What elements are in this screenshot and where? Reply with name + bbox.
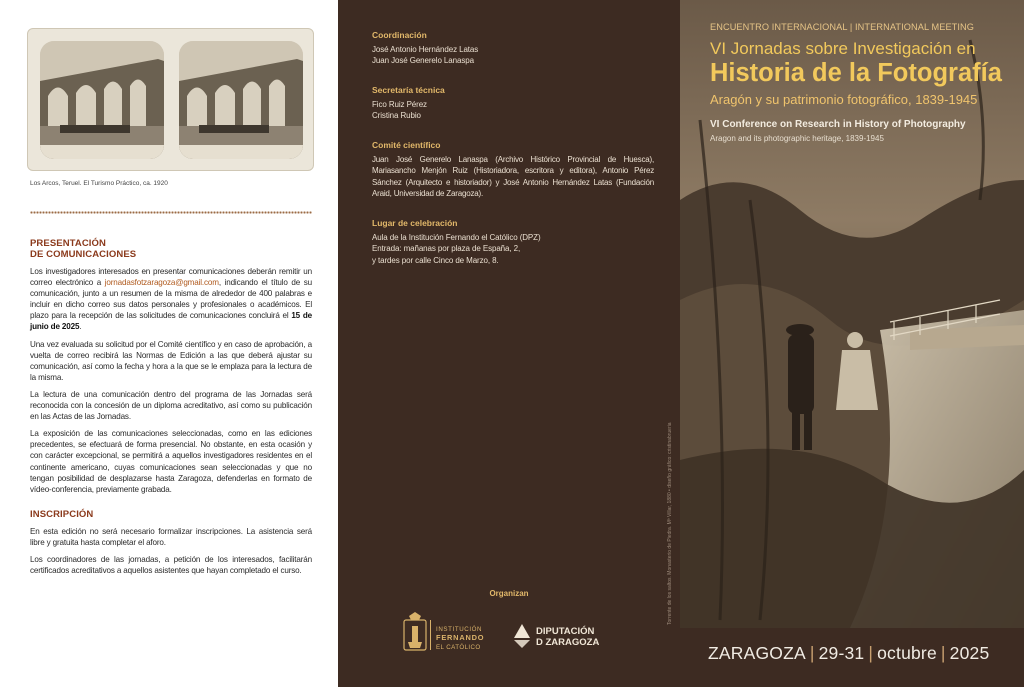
- institucion-fernando-el-catolico-logo: [400, 612, 520, 658]
- presentacion-heading: [30, 238, 312, 260]
- lugar-title: Lugar de celebración: [372, 218, 458, 228]
- logo-ifc-line2: FERNANDO: [436, 633, 485, 642]
- logo-ifc-line1: INSTITUCIÓN: [436, 626, 483, 633]
- comite-title: Comité científico: [372, 140, 441, 150]
- main-title-line1: VI Jornadas sobre Investigación en: [710, 39, 976, 58]
- p1-text-middle: , indicando el título de su comunicación, junto a un resumen de la misma de alrededor de 400 palabras e incluir en dicho correo sus datos personales y profesionales o académicos. El plazo para la recepción de las solicitudes de comunicaciones concluirá el: [30, 278, 312, 321]
- presentacion-heading-line1: PRESENTACIÓN: [30, 238, 106, 249]
- diputacion-zaragoza-logo: [510, 620, 620, 650]
- inscripcion-heading: INSCRIPCIÓN: [30, 508, 94, 520]
- title-english: VI Conference on Research in History of Photography: [710, 119, 966, 130]
- event-month: octubre: [877, 643, 937, 663]
- subtitle-spanish: Aragón y su patrimonio fotográfico, 1839-1945: [710, 92, 978, 107]
- separator: |: [940, 643, 946, 663]
- secretaria-name: Cristina Rubio: [372, 111, 421, 121]
- photo-caption: Los Arcos, Teruel. El Turismo Práctico, ca. 1920: [30, 180, 168, 187]
- comite-block: [372, 140, 662, 200]
- left-body: [30, 238, 312, 576]
- presentacion-paragraph-2: Una vez evaluada su solicitud por el Comité científico y en caso de aprobación, a vuelta de correo recibirá las Normas de Edición a las que deberá ajustar su comunicación, así como la fecha y hora a la que se le emplaza para la lectura de la misma.: [30, 339, 312, 382]
- lugar-line: Aula de la Institución Fernando el Católico (DPZ): [372, 233, 541, 242]
- lugar-line: Entrada: mañanas por plaza de España, 2,: [372, 244, 521, 254]
- middle-panel: [338, 0, 680, 687]
- comite-members: Juan José Generelo Lanaspa (Archivo Histórico Provincial de Huesca), Mariasancho Menjón Ruiz (Historiadora, escritora y editora), Antonio Pérez Sánchez (Arquitecto e historiador) y José Antonio Hernández Latas (Fundación Araid, Universidad de Zaragoza).: [372, 155, 654, 199]
- coordinacion-name: Juan José Generelo Lanaspa: [372, 56, 474, 66]
- p1-text-end: .: [79, 322, 82, 332]
- dotted-divider: [30, 211, 312, 214]
- presentacion-paragraph-1: [30, 266, 312, 333]
- coordinacion-name: José Antonio Hernández Latas: [372, 45, 479, 54]
- lugar-line: y tardes por calle Cinco de Marzo, 8.: [372, 255, 499, 265]
- event-days: 29-31: [818, 643, 865, 663]
- photo-credit-vertical: Torrente de los saltos. Monasterio de Piedra. Mª Villar, 1880 • diseño gráfico: cristinabrueria: [667, 422, 673, 625]
- logo-dpz-line2: D ZARAGOZA: [536, 637, 600, 648]
- inscripcion-paragraph-1: En esta edición no será necesario formalizar inscripciones. La asistencia será libre y gratuita hasta completar el aforo.: [30, 526, 312, 547]
- presentacion-heading-line2: DE COMUNICACIONES: [30, 249, 137, 260]
- logo-dpz-line1: DIPUTACIÓN: [536, 626, 595, 637]
- presentacion-paragraph-4: La exposición de las comunicaciones seleccionadas, como en las ediciones precedentes, se efectuará de forma presencial. No obstante, en esta ocasión y con carácter excepcional, se permitirá a aquellos investigadores residentes en el continente americano, cuyas comunicaciones sean seleccionadas y que no tengan posibilidad de desplazarse hasta Zaragoza, defenderlas en formato de vídeo-conferencia, previamente grabada.: [30, 429, 312, 494]
- separator: |: [809, 643, 815, 663]
- secretaria-title: Secretaría técnica: [372, 85, 445, 95]
- lugar-block: [372, 218, 662, 266]
- deadline-date: 15 de junio de 2025: [30, 311, 312, 332]
- p1-text-start: Los investigadores interesados en presentar comunicaciones deberán remitir un correo electrónico a: [30, 267, 312, 288]
- cover-header: [710, 22, 1010, 143]
- separator: |: [868, 643, 874, 663]
- stereo-photo-right: [179, 41, 303, 159]
- stereoscopic-photo-card: [27, 28, 314, 171]
- stereo-photo-left: [40, 41, 164, 159]
- coordinacion-title: Coordinación: [372, 30, 427, 40]
- event-city: ZARAGOZA: [708, 643, 806, 663]
- subtitle-english: Aragon and its photographic heritage, 1839-1945: [710, 134, 884, 143]
- event-year: 2025: [949, 643, 990, 663]
- contact-email-link[interactable]: jornadasfotzaragoza@gmail.com: [104, 278, 219, 288]
- logo-ifc-line3: EL CATÓLICO: [436, 644, 481, 651]
- cover-panel: [680, 0, 1024, 687]
- presentacion-paragraph-3: La lectura de una comunicación dentro del programa de las Jornadas será reconocida con la concesión de un diploma acreditativo, así como su publicación en las Actas de las Jornadas.: [30, 389, 312, 422]
- left-panel: [0, 0, 338, 687]
- main-title-line2: Historia de la Fotografía: [710, 59, 1002, 87]
- event-date-location: [708, 643, 989, 664]
- secretaria-block: [372, 85, 662, 122]
- inscripcion-paragraph-2: Los coordinadores de las jornadas, a petición de los interesados, facilitarán certificados acreditativos a aquellos asistentes que hayan completado el curso.: [30, 554, 312, 576]
- secretaria-name: Fico Ruiz Pérez: [372, 100, 427, 109]
- coordinacion-block: [372, 30, 662, 67]
- eyebrow-label: ENCUENTRO INTERNACIONAL | INTERNATIONAL MEETING: [710, 22, 975, 32]
- organizers-label: Organizan: [489, 589, 529, 598]
